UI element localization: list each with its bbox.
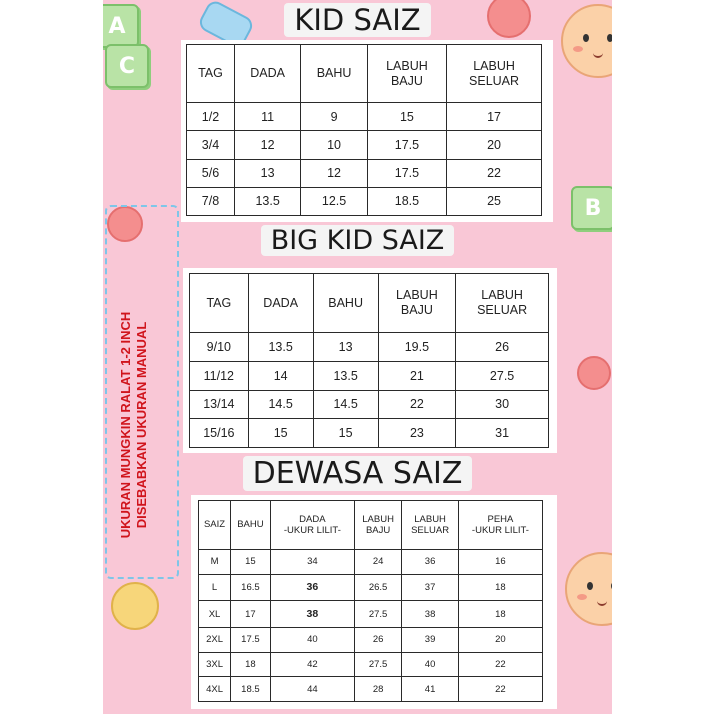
table-cell: 16 xyxy=(458,549,542,574)
table-cell: L xyxy=(199,574,231,601)
header-line: LABUH xyxy=(396,288,438,303)
table-cell: 4XL xyxy=(199,677,231,702)
header-line: BAJU xyxy=(400,303,433,318)
table-cell: 12 xyxy=(234,131,300,159)
table-cell: 1/2 xyxy=(187,103,235,131)
table-row xyxy=(187,131,542,159)
table-cell: 17 xyxy=(231,601,271,628)
header-line: LABUH xyxy=(414,513,446,525)
big-kid-size-panel xyxy=(183,268,557,453)
table-header-row xyxy=(190,274,549,333)
table-cell: 28 xyxy=(354,677,401,702)
header-cell xyxy=(402,501,459,550)
table-cell: 22 xyxy=(458,677,542,702)
table-row xyxy=(187,159,542,187)
table-cell: 17.5 xyxy=(367,159,446,187)
side-note xyxy=(118,265,149,585)
table-cell: 39 xyxy=(402,627,459,652)
table-cell: 13 xyxy=(234,159,300,187)
kid-size-table xyxy=(186,44,542,216)
kid-size-panel xyxy=(181,40,553,222)
table-cell: 38 xyxy=(270,601,354,628)
header-line: LABUH xyxy=(386,58,428,73)
table-header-row xyxy=(199,501,543,550)
adult-size-title xyxy=(103,456,612,491)
table-cell: 40 xyxy=(402,652,459,677)
kid-size-title xyxy=(103,3,612,37)
table-row xyxy=(199,627,543,652)
header-cell xyxy=(447,45,542,103)
table-cell: 36 xyxy=(270,574,354,601)
table-cell: 13/14 xyxy=(190,390,249,419)
block-letter: A xyxy=(108,13,126,39)
table-row xyxy=(199,574,543,601)
table-cell: 2XL xyxy=(199,627,231,652)
table-cell: 15 xyxy=(248,419,313,448)
table-cell: 19.5 xyxy=(378,333,456,362)
table-row xyxy=(190,361,549,390)
header-cell: BAHU xyxy=(231,501,271,550)
table-cell: 13 xyxy=(313,333,378,362)
table-cell: 26 xyxy=(456,333,549,362)
header-line: SELUAR xyxy=(411,524,450,536)
table-cell: 22 xyxy=(458,652,542,677)
header-line: BAJU xyxy=(365,524,391,536)
table-cell: 12.5 xyxy=(301,187,367,215)
table-cell: 18.5 xyxy=(367,187,446,215)
table-row xyxy=(199,677,543,702)
table-cell: 25 xyxy=(447,187,542,215)
table-cell: 18 xyxy=(231,652,271,677)
kid-size-title-text: KID SAIZ xyxy=(284,3,430,37)
table-cell: 17.5 xyxy=(231,627,271,652)
table-row xyxy=(190,333,549,362)
table-cell: 10 xyxy=(301,131,367,159)
rattle-icon xyxy=(577,356,611,390)
header-line: SELUAR xyxy=(477,303,528,318)
header-cell xyxy=(270,501,354,550)
header-line: SELUAR xyxy=(469,73,520,88)
block-letter: C xyxy=(118,53,136,79)
table-row xyxy=(187,187,542,215)
table-row xyxy=(199,652,543,677)
table-cell: 14.5 xyxy=(248,390,313,419)
header-line: LABUH xyxy=(473,58,515,73)
adult-size-panel xyxy=(191,495,557,709)
table-cell: 13.5 xyxy=(313,361,378,390)
header-cell xyxy=(354,501,401,550)
table-cell: 3XL xyxy=(199,652,231,677)
header-cell xyxy=(378,274,456,333)
table-cell: 5/6 xyxy=(187,159,235,187)
side-note-line-1: UKURAN MUNGKIN RALAT 1-2 INCH xyxy=(118,311,133,539)
table-cell: 15 xyxy=(367,103,446,131)
table-cell: 27.5 xyxy=(354,601,401,628)
table-cell: 21 xyxy=(378,361,456,390)
table-cell: 23 xyxy=(378,419,456,448)
table-cell: 22 xyxy=(378,390,456,419)
side-note-text xyxy=(118,265,150,585)
table-cell: 26 xyxy=(354,627,401,652)
table-cell: 22 xyxy=(447,159,542,187)
header-cell: DADA xyxy=(234,45,300,103)
pacifier-icon xyxy=(111,582,159,630)
table-cell: 15 xyxy=(313,419,378,448)
table-cell: 13.5 xyxy=(248,333,313,362)
adult-size-title-text: DEWASA SAIZ xyxy=(243,456,473,491)
table-cell: 38 xyxy=(402,601,459,628)
table-cell: 11 xyxy=(234,103,300,131)
block-letter: B xyxy=(584,195,602,221)
table-cell: 42 xyxy=(270,652,354,677)
table-cell: 16.5 xyxy=(231,574,271,601)
header-line: BAJU xyxy=(390,73,423,88)
table-cell: 13.5 xyxy=(234,187,300,215)
header-cell xyxy=(458,501,542,550)
table-cell: 30 xyxy=(456,390,549,419)
table-cell: 9/10 xyxy=(190,333,249,362)
header-cell: TAG xyxy=(190,274,249,333)
table-cell: 17 xyxy=(447,103,542,131)
table-cell: 11/12 xyxy=(190,361,249,390)
table-cell: 40 xyxy=(270,627,354,652)
table-cell: 34 xyxy=(270,549,354,574)
table-cell: 3/4 xyxy=(187,131,235,159)
adult-size-table xyxy=(198,500,543,702)
table-cell: 27.5 xyxy=(456,361,549,390)
table-row xyxy=(190,390,549,419)
table-cell: 24 xyxy=(354,549,401,574)
table-cell: 15 xyxy=(231,549,271,574)
table-row xyxy=(190,419,549,448)
table-cell: 18 xyxy=(458,601,542,628)
table-cell: 15/16 xyxy=(190,419,249,448)
table-header-row xyxy=(187,45,542,103)
header-line: PEHA xyxy=(487,513,514,525)
table-cell: 31 xyxy=(456,419,549,448)
table-cell: 14.5 xyxy=(313,390,378,419)
table-cell: 41 xyxy=(402,677,459,702)
header-cell: SAIZ xyxy=(199,501,231,550)
table-cell: 44 xyxy=(270,677,354,702)
table-cell: 7/8 xyxy=(187,187,235,215)
big-kid-size-table xyxy=(189,273,549,448)
table-cell: 18.5 xyxy=(231,677,271,702)
header-cell xyxy=(456,274,549,333)
header-line: LABUH xyxy=(362,513,394,525)
table-cell: 26.5 xyxy=(354,574,401,601)
table-cell: 20 xyxy=(458,627,542,652)
header-cell: DADA xyxy=(248,274,313,333)
baby-face-icon xyxy=(565,552,612,626)
table-cell: 17.5 xyxy=(367,131,446,159)
table-row xyxy=(199,549,543,574)
table-cell: 20 xyxy=(447,131,542,159)
table-cell: 14 xyxy=(248,361,313,390)
header-line: LABUH xyxy=(481,288,523,303)
table-cell: 37 xyxy=(402,574,459,601)
header-line: -UKUR LILIT- xyxy=(471,524,529,536)
side-note-line-2: DISEBABKAN UKURAN MANUAL xyxy=(134,321,149,529)
table-cell: 36 xyxy=(402,549,459,574)
size-chart-poster xyxy=(103,0,612,714)
table-row xyxy=(199,601,543,628)
header-cell xyxy=(367,45,446,103)
table-cell: 27.5 xyxy=(354,652,401,677)
table-cell: 12 xyxy=(301,159,367,187)
table-row xyxy=(187,103,542,131)
header-cell: TAG xyxy=(187,45,235,103)
table-cell: M xyxy=(199,549,231,574)
table-cell: XL xyxy=(199,601,231,628)
big-kid-size-title xyxy=(103,225,612,256)
header-line: DADA xyxy=(299,513,326,525)
header-cell: BAHU xyxy=(301,45,367,103)
big-kid-size-title-text: BIG KID SAIZ xyxy=(261,225,455,256)
header-cell: BAHU xyxy=(313,274,378,333)
table-cell: 18 xyxy=(458,574,542,601)
letter-block-icon xyxy=(571,186,612,230)
table-cell: 9 xyxy=(301,103,367,131)
letter-block-icon xyxy=(105,44,149,88)
header-line: -UKUR LILIT- xyxy=(283,524,341,536)
